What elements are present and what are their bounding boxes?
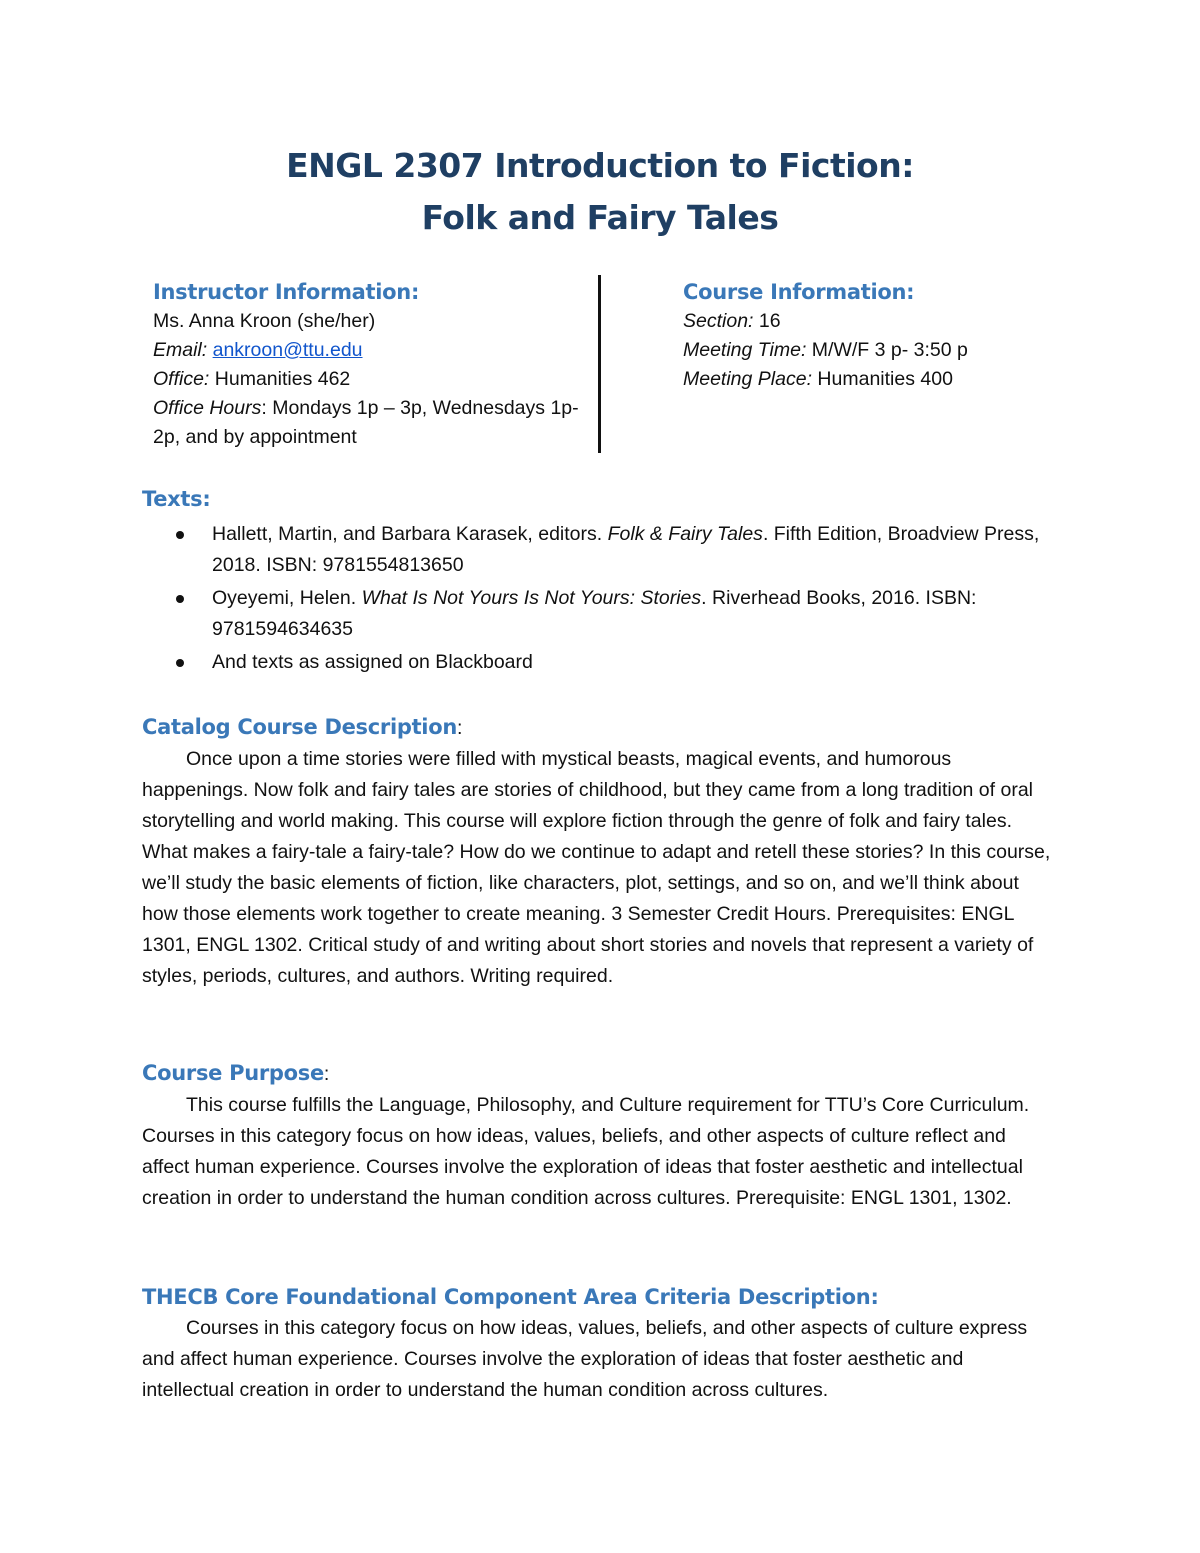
email-label: Email:: [153, 339, 208, 361]
instructor-office-line: [153, 365, 583, 394]
instructor-name: Ms. Anna Kroon (she/her): [153, 310, 376, 332]
list-item: [142, 647, 1057, 678]
instructor-heading: Instructor Information:: [153, 280, 420, 304]
office-hours-value: : Mondays 1p – 3p, Wednesdays 1p-2p, and by appointment: [153, 397, 579, 448]
email-link[interactable]: ankroon@ttu.edu: [212, 339, 363, 361]
catalog-body: Once upon a time stories were filled with mystical beasts, magical events, and humorous happenings. Now folk and fairy tales are stories of childhood, but they came from a long tradition of oral storytelling and world making. This course will explore fiction through the genre of folk and fairy tales. What makes a fairy-tale a fairy-tale? How do we continue to adapt and retell these stories? In this course, we’ll study the basic elements of fiction, like characters, plot, settings, and so on, and we’ll think about how those elements work together to create meaning. 3 Semester Credit Hours. Prerequisites: ENGL 1301, ENGL 1302. Critical study of and writing about short stories and novels that represent a variety of styles, periods, cultures, and authors. Writing required.: [142, 748, 1051, 987]
office-value: Humanities 462: [214, 368, 351, 390]
list-item: [142, 519, 1057, 581]
purpose-section: [142, 1058, 1057, 1214]
purpose-heading-line: Course Purpose:: [142, 1061, 330, 1085]
catalog-section: [142, 712, 1057, 992]
instructor-hours-line: [153, 394, 583, 452]
text-item-title: Folk & Fairy Tales: [607, 523, 763, 545]
thecb-body: Courses in this category focus on how ideas, values, beliefs, and other aspects of culture express and affect human experience. Courses involve the exploration of ideas that foster aesthetic and intellectual creation in order to understand the human condition across cultures.: [142, 1317, 1028, 1401]
text-item-details: . Riverhead Books, 2016. ISBN: 9781594634635: [212, 587, 977, 640]
title-line-1: ENGL 2307 Introduction to Fiction:: [286, 146, 914, 185]
catalog-heading-line: Catalog Course Description:: [142, 715, 463, 739]
page-title: [0, 140, 1200, 244]
meeting-time-value: M/W/F 3 p- 3:50 p: [811, 339, 968, 361]
course-time-line: [683, 336, 1103, 365]
purpose-body: This course fulfills the Language, Philosophy, and Culture requirement for TTU’s Core Curriculum. Courses in this category focus on how ideas, values, beliefs, and other aspects of culture reflect and affect human experience. Courses involve the exploration of ideas that foster aesthetic and intellectual creation in order to understand the human condition across cultures. Prerequisite: ENGL 1301, 1302.: [142, 1094, 1030, 1209]
texts-section: [142, 484, 1057, 680]
instructor-email-line: [153, 336, 583, 365]
text-item-author: And texts as assigned on Blackboard: [212, 651, 533, 673]
text-item-details: . Fifth Edition, Broadview Press, 2018. ISBN: 9781554813650: [212, 523, 1040, 576]
texts-list: [142, 519, 1057, 678]
text-item-title: What Is Not Yours Is Not Yours: Stories: [361, 587, 702, 609]
course-heading: Course Information:: [683, 280, 915, 304]
text-item-author: Oyeyemi, Helen.: [212, 587, 362, 609]
catalog-heading: Catalog Course Description: [142, 715, 457, 739]
title-line-2: Folk and Fairy Tales: [421, 198, 779, 237]
thecb-section: [142, 1282, 1057, 1406]
office-hours-label: Office Hours: [153, 397, 262, 419]
meeting-place-label: Meeting Place:: [683, 368, 812, 390]
instructor-info: [153, 277, 583, 452]
thecb-heading: THECB Core Foundational Component Area Criteria Description:: [142, 1285, 879, 1309]
course-place-line: [683, 365, 1103, 394]
purpose-heading: Course Purpose: [142, 1061, 324, 1085]
office-label: Office:: [153, 368, 210, 390]
column-divider: [598, 275, 601, 453]
meeting-time-label: Meeting Time:: [683, 339, 807, 361]
course-section-line: [683, 307, 1103, 336]
section-value: 16: [758, 310, 781, 332]
list-item: [142, 583, 1057, 645]
texts-heading: Texts:: [142, 487, 211, 511]
course-info: [683, 277, 1103, 394]
text-item-author: Hallett, Martin, and Barbara Karasek, editors.: [212, 523, 608, 545]
section-label: Section:: [683, 310, 754, 332]
meeting-place-value: Humanities 400: [817, 368, 953, 390]
